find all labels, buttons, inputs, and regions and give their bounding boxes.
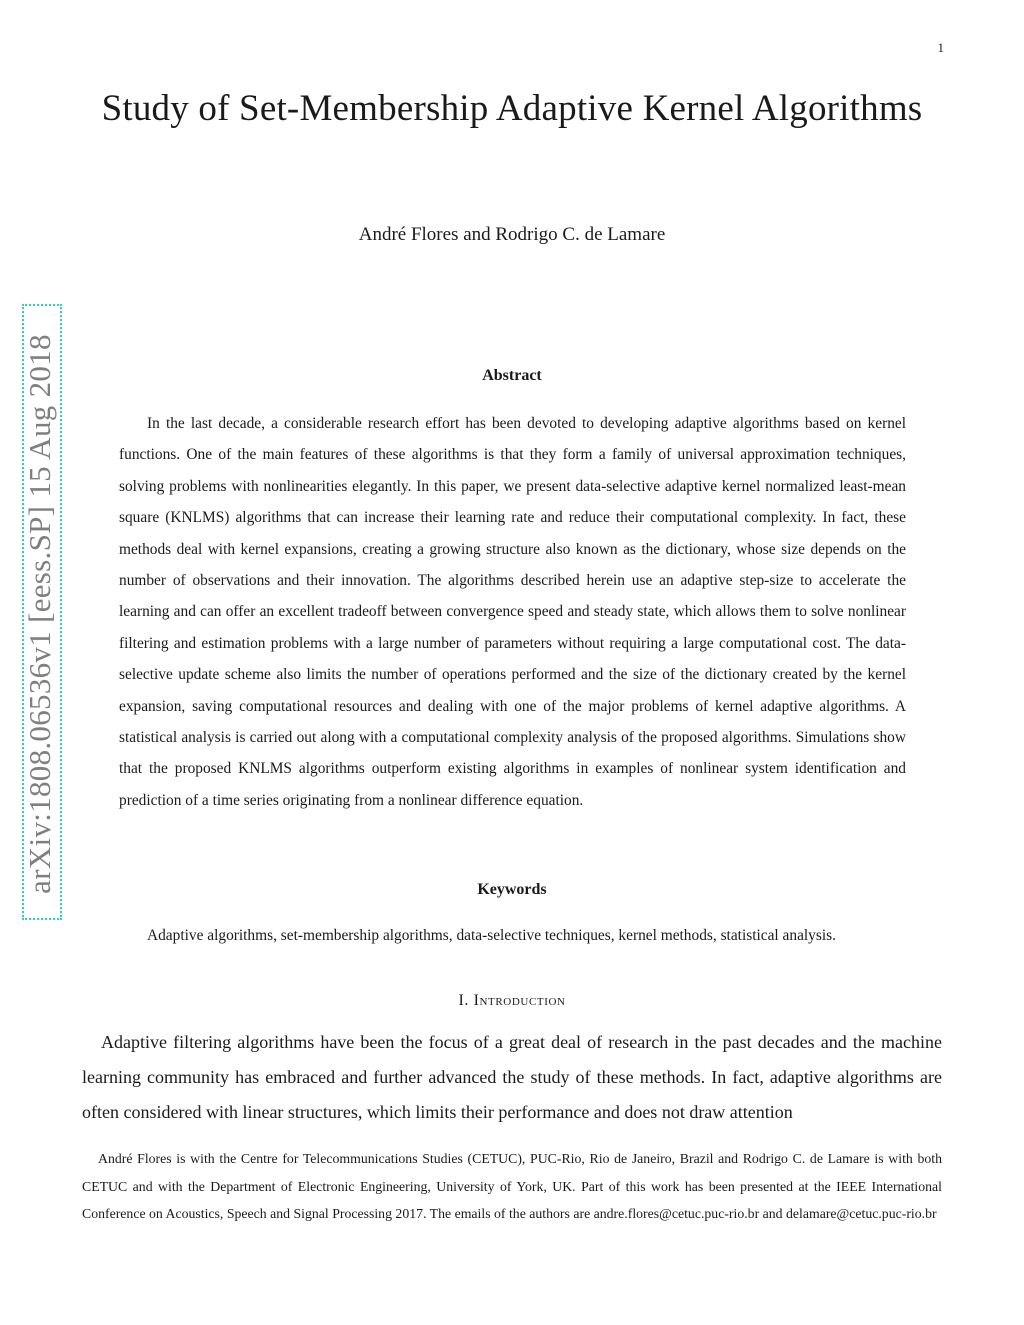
paper-title: Study of Set-Membership Adaptive Kernel Algorithms	[101, 88, 923, 129]
introduction-numeral: I.	[458, 992, 469, 1009]
arxiv-identifier: arXiv:1808.06536v1 [eess.SP] 15 Aug 2018	[22, 334, 57, 894]
paper-authors: André Flores and Rodrigo C. de Lamare	[358, 224, 666, 245]
abstract-body: In the last decade, a considerable research effort has been devoted to developing adaptive algorithms based on kernel functions. One of the main features of these algorithms is that they form a family of universal approximation techniques, solving problems with nonlinearities elegantly. In this paper, we present data-selective adaptive kernel normalized least-mean square (KNLMS) algorithms that can increase their learning rate and reduce their computational complexity. In fact, these methods deal with kernel expansions, creating a growing structure also known as the dictionary, whose size depends on the number of observations and their innovation. The algorithms described herein use an adaptive step-size to accelerate the learning and can offer an excellent tradeoff between convergence speed and steady state, which allows them to solve nonlinear filtering and estimation problems with a large number of parameters without requiring a large computational cost. The data-selective update scheme also limits the number of operations performed and the size of the dictionary created by the kernel expansion, saving computational resources and dealing with one of the major problems of kernel adaptive algorithms. A statistical analysis is carried out along with a computational complexity analysis of the proposed algorithms. Simulations show that the proposed KNLMS algorithms outperform existing algorithms in examples of nonlinear system identification and prediction of a time series originating from a nonlinear difference equation.	[119, 415, 906, 809]
abstract-heading: Abstract	[482, 367, 542, 384]
introduction-body: Adaptive filtering algorithms have been the focus of a great deal of research in the past decades and the machine learning community has embraced and further advanced the study of these methods. In fact, adaptive algorithms are often considered with linear structures, which limits their performance and does not draw attention	[82, 1032, 942, 1122]
arxiv-stamp	[20, 308, 60, 920]
introduction-title: Introduction	[473, 992, 566, 1009]
keywords-heading: Keywords	[477, 881, 547, 898]
keywords-body: Adaptive algorithms, set-membership algorithms, data-selective techniques, kernel methods, statistical analysis.	[147, 927, 836, 944]
author-footnote: André Flores is with the Centre for Telecommunications Studies (CETUC), PUC-Rio, Rio de Janeiro, Brazil and Rodrigo C. de Lamare is with both CETUC and with the Department of Electronic Engineering, University of York, UK. Part of this work has been presented at the IEEE International Conference on Acoustics, Speech and Signal Processing 2017. The emails of the authors are andre.flores@cetuc.puc-rio.br and delamare@cetuc.puc-rio.br	[82, 1151, 942, 1221]
page-number: 1	[937, 40, 944, 55]
introduction-heading	[100, 992, 924, 1010]
